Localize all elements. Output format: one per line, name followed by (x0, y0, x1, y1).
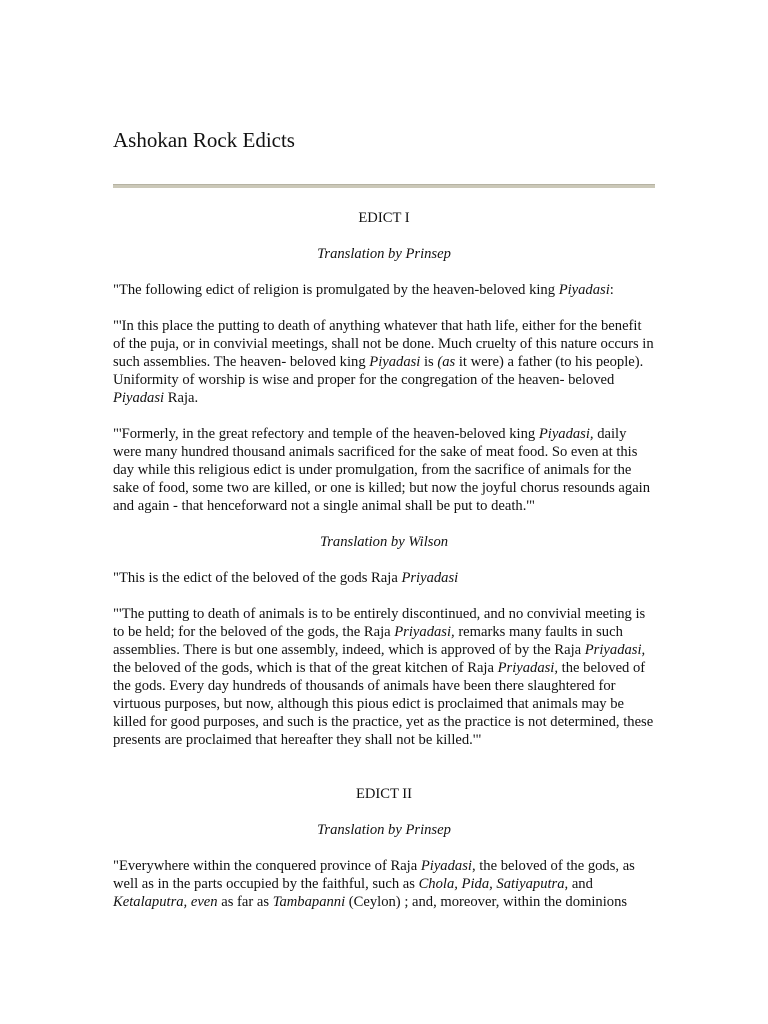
italic-text: Piyadasi (420, 858, 472, 874)
italic-text: Piyadasi (558, 282, 610, 298)
text-run: "'Formerly, in the great refectory and temple of the heaven-beloved king (113, 426, 539, 442)
translation-heading: Translation by Prinsep (317, 246, 451, 262)
italic-text: Piyadasi (369, 354, 421, 370)
translation-heading: Translation by Wilson (319, 534, 449, 550)
italic-text: Chola, Pida, Satiyaputra, (418, 876, 569, 892)
italic-text: Piyadasi, (538, 426, 594, 442)
text-run: (Ceylon) ; and, moreover, within the dominions (345, 894, 628, 910)
italic-text: Tambapanni (272, 894, 346, 910)
paragraph (113, 569, 655, 587)
italic-text: Piyadasi (113, 390, 165, 406)
text-run: "The following edict of religion is promulgated by the heaven-beloved king (113, 282, 559, 298)
text-run: "Everywhere within the conquered province of Raja (113, 858, 421, 874)
italic-text: Priyadasi, (584, 642, 646, 658)
edict-heading: EDICT II (355, 786, 413, 802)
text-run: the beloved of the gods, which is that of the great kitchen of Raja (113, 660, 498, 676)
text-run: "This is the edict of the beloved of the gods Raja (113, 570, 402, 586)
document-body (113, 209, 655, 929)
paragraph (113, 425, 655, 515)
text-run: as far as (217, 894, 273, 910)
page-title: Ashokan Rock Edicts (113, 128, 295, 152)
text-run: daily were many hundred thousand animals sacrificed for the sake of meat food. So even at this day while this religious edict is under promulgation, from the sacrifice of animals for the sake of food, some two are killed, or one is killed; but now the joyful chorus resounds again and again - that henceforward not a single animal shall be put to death.'" (113, 426, 651, 514)
italic-text: Priyadasi (401, 570, 459, 586)
paragraph (113, 605, 655, 749)
text-run: the beloved of the gods. Every day hundreds of thousands of animals have been there slaughtered for virtuous purposes, but now, although this pious edict is proclaimed that animals may be killed for good purposes, and such is the practice, yet as the practice is not determined, these presents are proclaimed that hereafter they shall not be killed.'" (113, 660, 654, 748)
italic-text: Ketalaputra, even (113, 894, 218, 910)
text-run: "'In this place the putting to death of anything whatever that hath life, either for the benefit of the puja, or in convivial meetings, shall not be done. Much cruelty of this nature occurs in such assemblies. The heaven- beloved king (113, 318, 654, 370)
translation-heading: Translation by Prinsep (317, 822, 451, 838)
text-run: : (609, 282, 614, 298)
text-run: is (420, 354, 438, 370)
edict-heading: EDICT I (358, 210, 410, 226)
paragraph (113, 857, 655, 911)
paragraph (113, 317, 655, 407)
italic-text: (as (437, 354, 456, 370)
text-run: it were) a father (to his people). Uniformity of worship is wise and proper for the congregation of the heaven- beloved (113, 354, 644, 388)
horizontal-divider (113, 184, 655, 188)
text-run: "'The putting to death of animals is to be entirely discontinued, and no convivial meeting is to be held; for the beloved of the gods, the Raja (113, 606, 646, 640)
text-run: remarks many faults in such assemblies. There is but one assembly, indeed, which is approved of by the Raja (113, 624, 623, 658)
text-run: Raja. (164, 390, 199, 406)
text-run: , the beloved of the gods, as well as in the parts occupied by the faithful, such as (113, 858, 635, 892)
italic-text: Priyadasi, (394, 624, 455, 640)
italic-text: Priyadasi, (497, 660, 559, 676)
paragraph (113, 281, 655, 299)
text-run: and (568, 876, 593, 892)
